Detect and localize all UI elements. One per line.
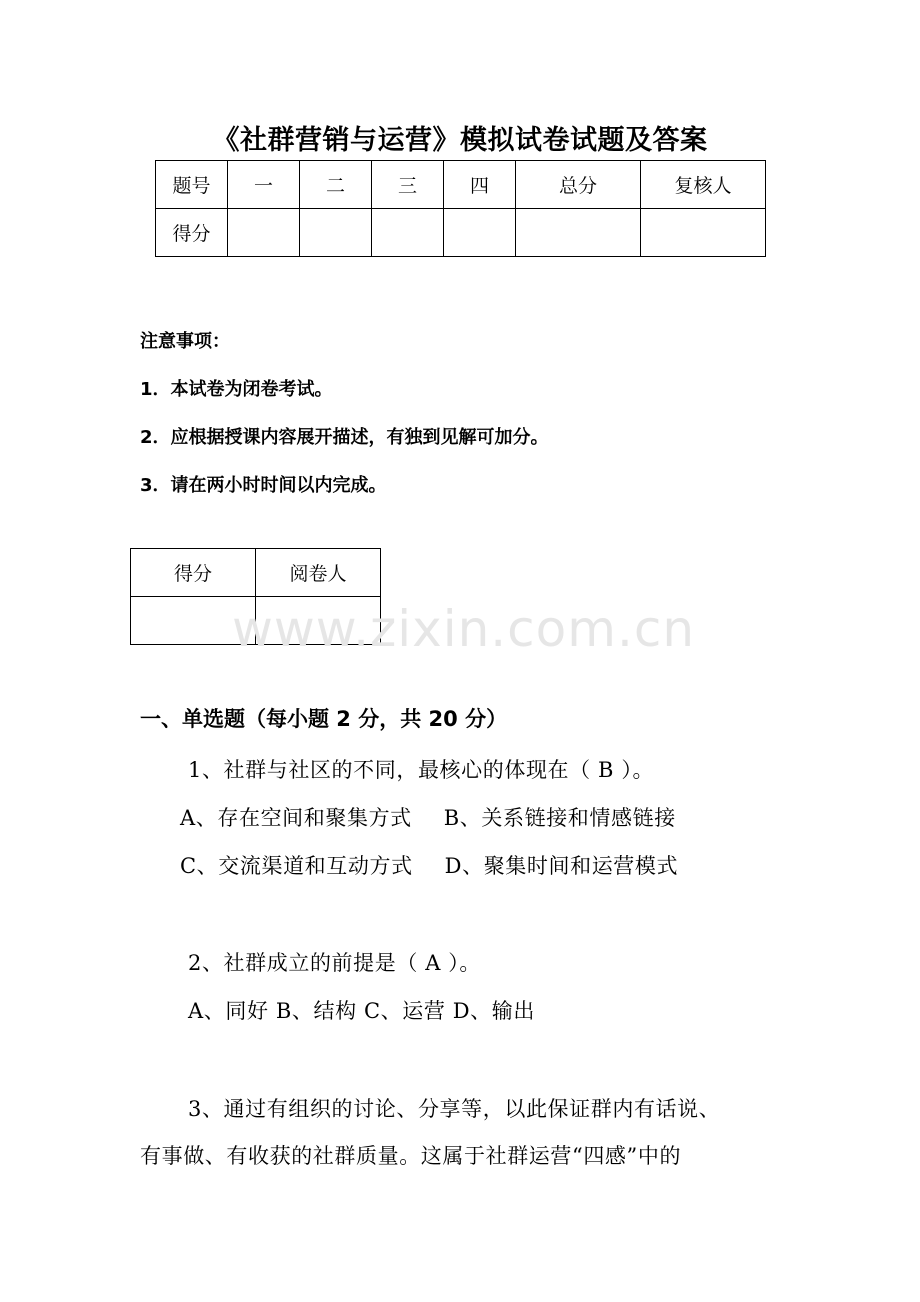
score-cell-total[interactable]: [516, 209, 641, 257]
score-cell-part-1[interactable]: [228, 209, 300, 257]
question-1-option-c: C、交流渠道和互动方式: [180, 854, 413, 878]
question-1-options-row-2: [180, 850, 678, 880]
header-cell-part-3: 三: [372, 161, 444, 209]
notes-heading: 注意事项：: [140, 331, 230, 352]
question-3-line-1: 3、通过有组织的讨论、分享等，以此保证群内有话说、: [188, 1097, 721, 1121]
question-1-stem: 1、社群与社区的不同，最核心的体现在（ B ）。: [188, 758, 655, 782]
exam-title: 《社群营销与运营》模拟试卷试题及答案: [212, 125, 708, 156]
grader-score-label: 得分: [131, 549, 256, 597]
score-cell-part-4[interactable]: [444, 209, 516, 257]
score-cell-reviewer[interactable]: [641, 209, 766, 257]
note-item-3: 3．请在两小时时间以内完成。: [140, 475, 387, 496]
note-item-1: 1．本试卷为闭卷考试。: [140, 379, 333, 400]
question-1-option-a: A、存在空间和聚集方式: [180, 806, 412, 830]
grader-table-header-row: [131, 549, 381, 597]
notes-section: [140, 318, 549, 510]
score-row-label: 得分: [156, 209, 228, 257]
score-table-score-row: [156, 209, 766, 257]
score-cell-part-3[interactable]: [372, 209, 444, 257]
note-item-2: 2．应根据授课内容展开描述，有独到见解可加分。: [140, 427, 549, 448]
question-1-option-d: D、聚集时间和运营模式: [444, 854, 679, 878]
header-cell-reviewer: 复核人: [641, 161, 766, 209]
grader-name-label: 阅卷人: [256, 549, 381, 597]
question-2-options: A、同好 B、结构 C、运营 D、输出: [188, 999, 535, 1023]
watermark: www.zixin.com.cn: [232, 600, 696, 658]
header-cell-part-1: 一: [228, 161, 300, 209]
question-1-option-b: B、关系链接和情感链接: [443, 806, 676, 830]
score-table: [155, 160, 766, 257]
question-2-stem: 2、社群成立的前提是（ A ）。: [188, 951, 481, 975]
question-1-options-row-1: [180, 802, 676, 832]
grader-name-cell[interactable]: [256, 597, 381, 645]
header-cell-question-number: 题号: [156, 161, 228, 209]
score-cell-part-2[interactable]: [300, 209, 372, 257]
grader-table: [130, 548, 381, 645]
header-cell-total: 总分: [516, 161, 641, 209]
grader-score-cell[interactable]: [131, 597, 256, 645]
section-1-title: 一、单选题（每小题 2 分，共 20 分）: [140, 707, 508, 731]
header-cell-part-2: 二: [300, 161, 372, 209]
header-cell-part-4: 四: [444, 161, 516, 209]
grader-table-entry-row: [131, 597, 381, 645]
score-table-header-row: [156, 161, 766, 209]
question-3-line-2: 有事做、有收获的社群质量。这属于社群运营“四感”中的: [140, 1144, 682, 1168]
